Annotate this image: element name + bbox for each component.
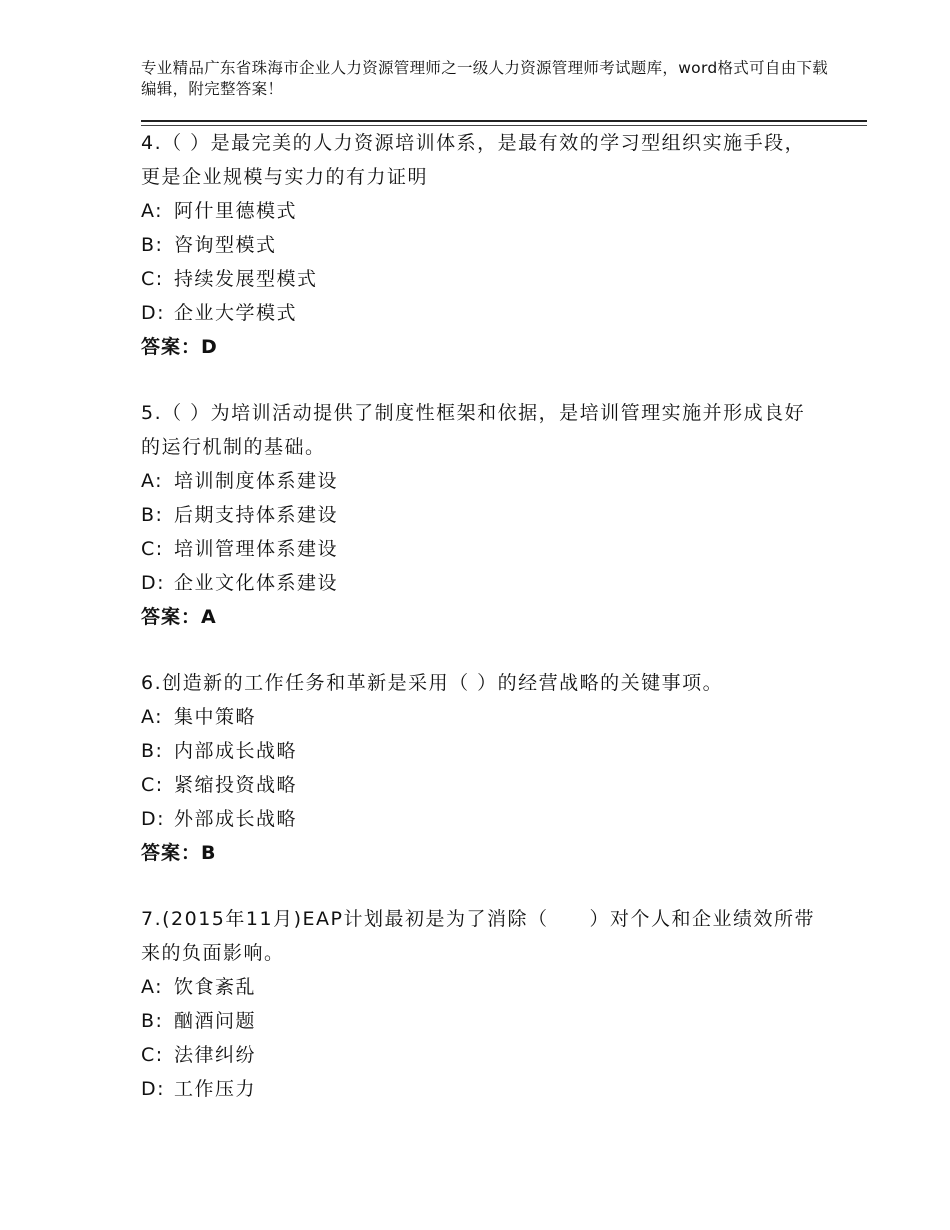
option-text: 培训制度体系建设 (174, 470, 339, 492)
question-7 (141, 902, 821, 1106)
question-stem: 6.创造新的工作任务和革新是采用（ ）的经营战略的关键事项。 (141, 672, 724, 694)
question-5 (141, 396, 821, 634)
option-letter: C: (141, 774, 164, 796)
option-a (141, 970, 821, 1004)
option-a (141, 464, 821, 498)
option-text: 咨询型模式 (174, 234, 277, 256)
option-text: 饮食紊乱 (174, 976, 257, 998)
answer-label: 答案：A (141, 606, 217, 628)
option-letter: B: (141, 234, 164, 256)
option-letter: C: (141, 1044, 164, 1066)
option-text: 培训管理体系建设 (174, 538, 339, 560)
option-letter: D: (141, 302, 166, 324)
option-b (141, 498, 821, 532)
option-letter: D: (141, 1078, 166, 1100)
option-letter: B: (141, 504, 164, 526)
option-text: 酗酒问题 (174, 1010, 257, 1032)
option-c (141, 262, 821, 296)
option-d (141, 566, 821, 600)
option-b (141, 734, 821, 768)
option-c (141, 768, 821, 802)
option-text: 外部成长战略 (174, 808, 298, 830)
option-d (141, 296, 821, 330)
option-letter: A: (141, 200, 164, 222)
option-text: 后期支持体系建设 (174, 504, 339, 526)
option-d (141, 802, 821, 836)
document-header: 专业精品广东省珠海市企业人力资源管理师之一级人力资源管理师考试题库，word格式可自由下载编辑，附完整答案！ (141, 59, 829, 98)
option-c (141, 1038, 821, 1072)
option-letter: B: (141, 740, 164, 762)
answer-label: 答案：D (141, 336, 218, 358)
option-a (141, 194, 821, 228)
question-4 (141, 126, 821, 364)
option-letter: C: (141, 268, 164, 290)
option-text: 企业文化体系建设 (174, 572, 339, 594)
option-b (141, 228, 821, 262)
header-divider-thick (141, 120, 867, 122)
option-text: 工作压力 (174, 1078, 257, 1100)
option-letter: D: (141, 808, 166, 830)
option-letter: B: (141, 1010, 164, 1032)
option-text: 内部成长战略 (174, 740, 298, 762)
option-c (141, 532, 821, 566)
option-letter: A: (141, 470, 164, 492)
option-d (141, 1072, 821, 1106)
option-letter: D: (141, 572, 166, 594)
option-a (141, 700, 821, 734)
option-letter: A: (141, 706, 164, 728)
question-stem: 7.(2015年11月)EAP计划最初是为了消除（ ）对个人和企业绩效所带来的负面影响。 (141, 908, 815, 964)
option-text: 持续发展型模式 (174, 268, 318, 290)
question-stem: 5.（ ）为培训活动提供了制度性框架和依据，是培训管理实施并形成良好的运行机制的基础。 (141, 402, 806, 458)
option-text: 阿什里德模式 (174, 200, 298, 222)
option-letter: A: (141, 976, 164, 998)
option-text: 紧缩投资战略 (174, 774, 298, 796)
question-6 (141, 666, 821, 870)
question-list (141, 126, 821, 1138)
option-text: 集中策略 (174, 706, 257, 728)
option-text: 企业大学模式 (174, 302, 298, 324)
question-stem: 4.（ ）是最完美的人力资源培训体系，是最有效的学习型组织实施手段，更是企业规模与实力的有力证明 (141, 132, 806, 188)
option-text: 法律纠纷 (174, 1044, 257, 1066)
answer-label: 答案：B (141, 842, 217, 864)
option-letter: C: (141, 538, 164, 560)
option-b (141, 1004, 821, 1038)
